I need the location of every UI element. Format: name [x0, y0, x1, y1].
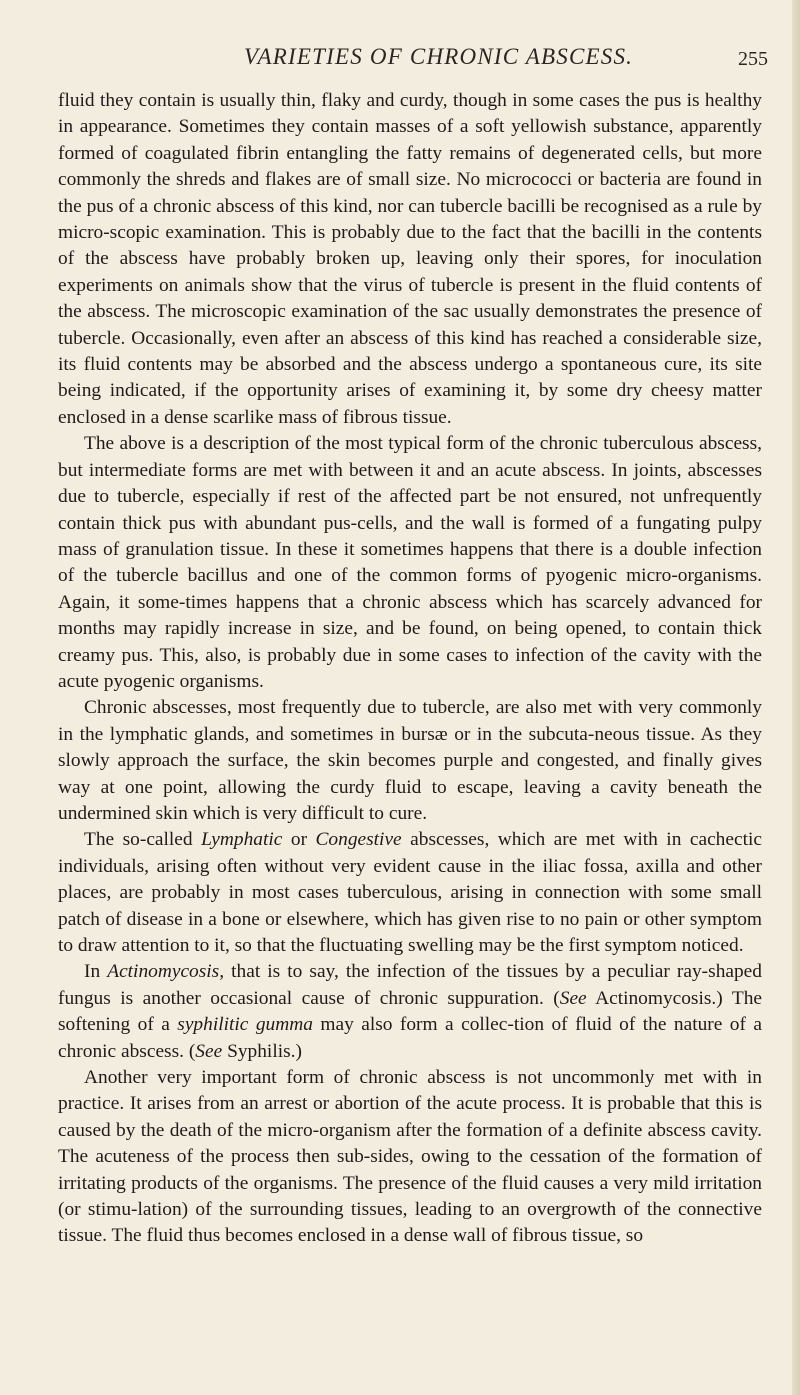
italic-text: See — [559, 987, 587, 1009]
text-run: fluid they contain is usually thin, flaky and curdy, though in some cases the pus is healthy in appearance. Sometimes they contain masses of a soft yellowish substance, apparently formed of coagulated fibrin entangling the fatty remains of degenerated cells, but more commonly the shreds and flakes are of small size. No micrococci or bacteria are found in the pus of a chronic abscess of this kind, nor can tubercle bacilli be recognised as a rule by micro-scopic examination. This is probably due to the fact that the bacilli in the contents of the abscess have probably broken up, leaving only their spores, for inoculation experiments on animals show that the virus of tubercle is present in the fluid contents of the abscess. The microscopic examination of the sac usually demonstrates the presence of tubercle. Occasionally, even after an abscess of this kind has reached a considerable size, its fluid contents may be absorbed and the abscess undergo a spontaneous cure, its site being indicated, if the opportunity arises of examining it, by some dry cheesy matter enclosed in a dense scarlike mass of fibrous tissue. — [58, 90, 762, 428]
page-header — [0, 44, 800, 78]
text-run: Another very important form of chronic abscess is not uncommonly met with in practice. It arises from an arrest or abortion of the acute process. It is probable that this is caused by the death of the micro-organism after the formation of a definite abscess cavity. The acuteness of the process then sub-sides, owing to the cessation of the formation of irritating products of the organisms. The presence of the fluid causes a very mild irritation (or stimu-lation) of the surrounding tissues, leading to an overgrowth of the connective tissue. The fluid thus becomes enclosed in a dense wall of fibrous tissue, so — [58, 1067, 762, 1247]
paragraph — [58, 88, 762, 431]
text-run: may also form a collec-tion of fluid of the nature of a chronic abscess. ( — [58, 1014, 763, 1062]
text-run: Chronic abscesses, most frequently due to tubercle, are also met with very commonly in the lymphatic glands, and sometimes in bursæ or in the subcuta-neous tissue. As they slowly approach the surface, the skin becomes purple and congested, and finally gives way at one point, allowing the curdy fluid to escape, leaving a cavity beneath the undermined skin which is very difficult to cure. — [58, 697, 762, 824]
paragraph — [58, 431, 762, 695]
text-run: or — [282, 829, 316, 851]
italic-text: Lymphatic — [201, 829, 283, 851]
text-run: In — [84, 961, 108, 983]
italic-text: Actinomycosis, — [107, 961, 225, 983]
italic-text: syphilitic gumma — [177, 1014, 313, 1036]
text-run: abscesses, which are met with in cachectic individuals, arising often without very evident cause in the iliac fossa, axilla and other places, are probably in most cases tuberculous, arising in connection with some small patch of disease in a bone or elsewhere, which has given rise to no pain or other symptom to draw attention to it, so that the fluctuating swelling may be the first symptom noticed. — [58, 829, 762, 956]
page-edge — [792, 0, 800, 1395]
text-run: The so-called — [84, 829, 202, 851]
text-run: that is to say, the infection of the tissues by a peculiar ray-shaped fungus is another occasional cause of chronic suppuration. ( — [58, 961, 762, 1009]
page-number: 255 — [738, 48, 768, 70]
italic-text: See — [195, 1040, 223, 1062]
text-run: Actinomycosis.) The softening of a — [58, 987, 762, 1036]
paragraph — [58, 695, 762, 827]
text-run: The above is a description of the most typical form of the chronic tuberculous abscess, but intermediate forms are met with between it and an acute abscess. In joints, abscesses due to tubercle, especially if rest of the affected part be not ensured, not unfrequently contain thick pus with abundant pus-cells, and the wall is formed of a fungating pulpy mass of granulation tissue. In these it sometimes happens that there is a double infection of the tubercle bacillus and one of the common forms of pyogenic micro-organisms. Again, it some-times happens that a chronic abscess which has scarcely advanced for months may rapidly increase in size, and be found, on being opened, to contain thick creamy pus. This, also, is probably due in some cases to infection of the cavity with the acute pyogenic organisms. — [58, 433, 762, 692]
body-text — [58, 88, 762, 1250]
paragraph — [58, 1065, 762, 1250]
running-head: VARIETIES OF CHRONIC ABSCESS. — [244, 44, 634, 69]
paragraph — [58, 959, 762, 1065]
text-run: Syphilis.) — [222, 1040, 302, 1062]
italic-text: Congestive — [315, 829, 402, 851]
paragraph — [58, 827, 762, 959]
